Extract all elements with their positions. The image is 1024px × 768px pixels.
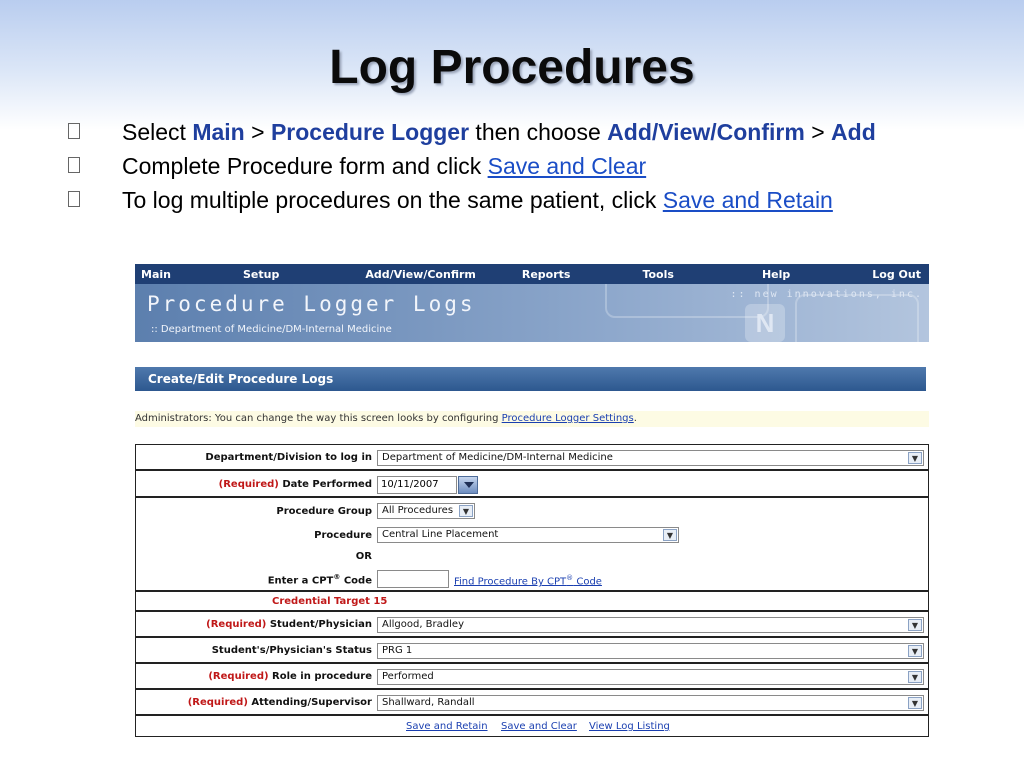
procedure-logger-settings-link[interactable]: Procedure Logger Settings xyxy=(501,413,634,424)
role-label: (Required) Role in procedure xyxy=(208,671,372,682)
attending-select[interactable]: Shallward, Randall ▼ xyxy=(377,695,924,711)
department-label: Department/Division to log in xyxy=(205,452,372,463)
bullet-item xyxy=(68,151,1008,185)
bullet-text: Select Main > Procedure Logger then choose Add/View/Confirm > Add xyxy=(122,119,876,145)
bullet-list xyxy=(68,117,1008,219)
find-procedure-by-cpt-link[interactable]: Find Procedure By CPT® Code xyxy=(454,574,602,588)
nav-reports[interactable]: Reports xyxy=(521,267,571,281)
form-row-procedure xyxy=(135,497,929,591)
view-log-listing-link[interactable]: View Log Listing xyxy=(589,721,670,732)
calendar-icon[interactable] xyxy=(458,476,478,494)
section-header xyxy=(135,367,926,391)
nav-log-out[interactable]: Log Out xyxy=(872,267,921,281)
date-input[interactable]: 10/11/2007 xyxy=(377,476,457,494)
department-select[interactable]: Department of Medicine/DM-Internal Medicine ▼ xyxy=(377,450,924,466)
bullet-text: Complete Procedure form and click Save and Clear xyxy=(122,153,647,179)
status-select[interactable]: PRG 1 ▼ xyxy=(377,643,924,659)
student-select[interactable]: Allgood, Bradley ▼ xyxy=(377,617,924,633)
form-row-role xyxy=(135,663,929,689)
save-and-retain-button[interactable]: Save and Retain xyxy=(406,721,488,732)
nav-add-view-confirm[interactable]: Add/View/Confirm xyxy=(365,267,476,281)
bullet-item xyxy=(68,117,1008,151)
bullet-icon xyxy=(68,191,80,207)
form-row-date xyxy=(135,470,929,497)
main-nav xyxy=(135,264,929,284)
chevron-down-icon: ▼ xyxy=(459,505,473,517)
chevron-down-icon: ▼ xyxy=(908,619,922,631)
form-row-student xyxy=(135,611,929,637)
chevron-down-icon: ▼ xyxy=(908,452,922,464)
or-label: OR xyxy=(355,551,372,562)
procedure-group-select[interactable]: All Procedures ▼ xyxy=(377,503,475,519)
student-label: (Required) Student/Physician xyxy=(206,619,372,630)
bullet-item xyxy=(68,185,1008,219)
form-row-credential xyxy=(135,591,929,611)
chevron-down-icon: ▼ xyxy=(908,645,922,657)
form-row-attending xyxy=(135,689,929,715)
nav-main[interactable]: Main xyxy=(141,267,171,281)
bullet-icon xyxy=(68,157,80,173)
credential-target: Credential Target 15 xyxy=(272,596,388,607)
chevron-down-icon: ▼ xyxy=(908,697,922,709)
chevron-down-icon: ▼ xyxy=(663,529,677,541)
bullet-text: To log multiple procedures on the same patient, click Save and Retain xyxy=(122,187,833,213)
banner-title: Procedure Logger Logs xyxy=(147,292,476,316)
form-row-status xyxy=(135,637,929,663)
date-label: (Required) Date Performed xyxy=(218,479,372,490)
chevron-down-icon: ▼ xyxy=(908,671,922,683)
form-row-department xyxy=(135,444,929,470)
cpt-code-input[interactable] xyxy=(377,570,449,588)
app-screenshot xyxy=(132,259,932,739)
bullet-icon xyxy=(68,123,80,139)
brand-text: :: new innovations, inc. xyxy=(730,289,923,300)
role-select[interactable]: Performed ▼ xyxy=(377,669,924,685)
nav-setup[interactable]: Setup xyxy=(242,267,280,281)
procedure-label: Procedure xyxy=(314,530,372,541)
procedure-group-label: Procedure Group xyxy=(276,506,372,517)
banner-decoration xyxy=(795,294,919,342)
form-actions xyxy=(135,715,929,737)
admin-note: Administrators: You can change the way this screen looks by configuring Procedure Logger Settings. xyxy=(135,411,929,427)
procedure-select[interactable]: Central Line Placement ▼ xyxy=(377,527,679,543)
save-and-clear-link[interactable]: Save and Clear xyxy=(487,153,647,179)
banner-subtitle: :: Department of Medicine/DM-Internal Medicine xyxy=(151,324,392,335)
attending-label: (Required) Attending/Supervisor xyxy=(187,697,372,708)
page-banner xyxy=(135,284,929,342)
save-and-retain-link[interactable]: Save and Retain xyxy=(662,187,833,213)
section-title: Create/Edit Procedure Logs xyxy=(148,372,334,386)
save-and-clear-button[interactable]: Save and Clear xyxy=(501,721,577,732)
nav-tools[interactable]: Tools xyxy=(642,267,674,281)
brand-logo: N xyxy=(745,304,785,342)
status-label: Student's/Physician's Status xyxy=(211,645,372,656)
slide-title: Log Procedures xyxy=(329,41,695,94)
nav-help[interactable]: Help xyxy=(761,267,791,281)
cpt-label: Enter a CPT® Code xyxy=(267,573,372,587)
